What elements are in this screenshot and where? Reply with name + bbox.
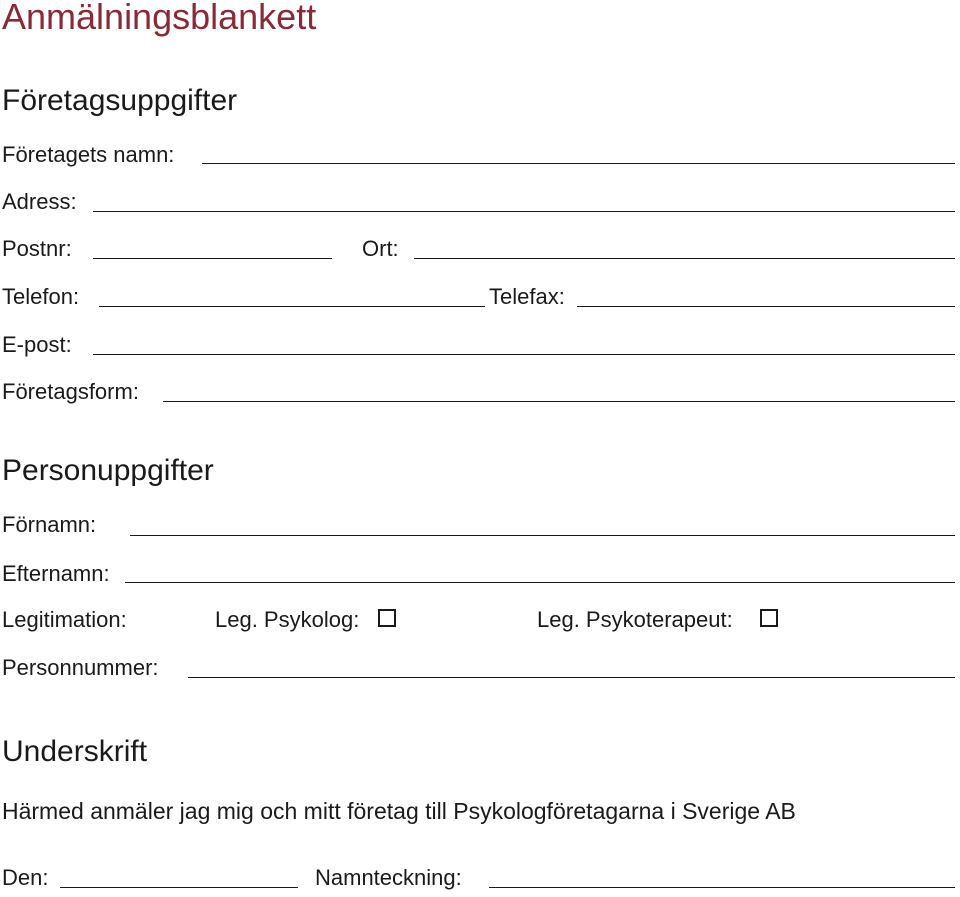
company-section-heading: Företagsuppgifter xyxy=(2,84,238,117)
date-field[interactable] xyxy=(60,887,298,888)
telefon-label: Telefon: xyxy=(2,284,80,309)
page-title: Anmälningsblankett xyxy=(2,0,317,37)
address-field[interactable] xyxy=(93,211,955,212)
person-section-heading: Personuppgifter xyxy=(2,454,214,487)
epost-label: E-post: xyxy=(2,332,72,357)
den-label: Den: xyxy=(2,865,49,890)
telefax-field[interactable] xyxy=(577,306,955,307)
telefax-label: Telefax: xyxy=(489,284,565,309)
namnteckning-label: Namnteckning: xyxy=(315,865,462,890)
fornamn-field[interactable] xyxy=(130,535,955,536)
psykoterapeut-label: Leg. Psykoterapeut: xyxy=(537,607,733,632)
company-name-field[interactable] xyxy=(202,163,955,164)
ort-label: Ort: xyxy=(362,236,399,261)
psykolog-label: Leg. Psykolog: xyxy=(215,607,360,632)
ort-field[interactable] xyxy=(414,258,955,259)
declaration-text: Härmed anmäler jag mig och mitt företag till Psykologföretagarna i Sverige AB xyxy=(2,798,796,824)
postnr-field[interactable] xyxy=(93,258,332,259)
personnummer-label: Personnummer: xyxy=(2,655,159,680)
telefon-field[interactable] xyxy=(99,306,485,307)
efternamn-field[interactable] xyxy=(125,582,955,583)
legitimation-label: Legitimation: xyxy=(2,607,127,632)
foretagsform-field[interactable] xyxy=(163,401,955,402)
personnummer-field[interactable] xyxy=(188,677,955,678)
foretagsform-label: Företagsform: xyxy=(2,379,139,404)
signature-field[interactable] xyxy=(489,887,955,888)
signature-section-heading: Underskrift xyxy=(2,735,148,768)
psykoterapeut-checkbox[interactable] xyxy=(760,609,778,627)
fornamn-label: Förnamn: xyxy=(2,512,97,537)
address-label: Adress: xyxy=(2,189,77,214)
company-name-label: Företagets namn: xyxy=(2,142,175,167)
efternamn-label: Efternamn: xyxy=(2,561,110,586)
psykolog-checkbox[interactable] xyxy=(378,609,396,627)
epost-field[interactable] xyxy=(93,354,955,355)
postnr-label: Postnr: xyxy=(2,236,72,261)
